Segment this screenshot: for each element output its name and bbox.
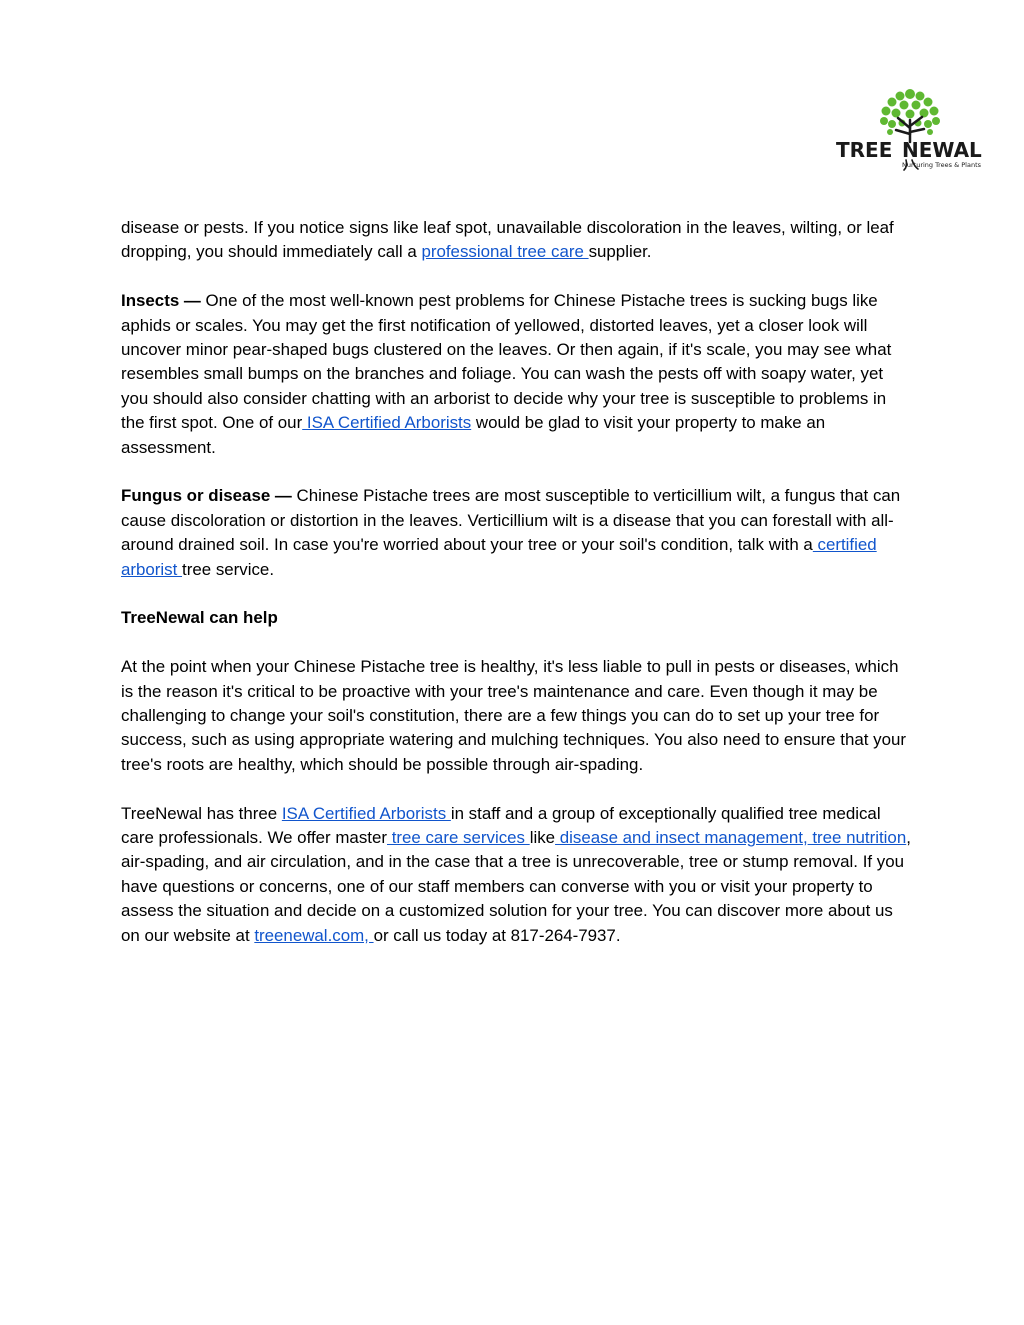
comma-link[interactable]: , bbox=[802, 828, 808, 848]
disease-and-insect-management-link[interactable]: disease and insect management bbox=[555, 828, 803, 848]
paragraph-about-text-3: like bbox=[529, 828, 556, 848]
paragraph-about-text-4: , air-spading, and air circulation, and in the case that a tree is unrecoverable, tree or stump removal. If you have questions or concerns, one of our staff members can converse with you or visit your property to assess the situation and decide on a customized solution for your tree. You can discover more about us on our website at bbox=[121, 828, 911, 945]
certified-arborist-link[interactable]: certified arborist bbox=[121, 535, 877, 579]
tree-care-services-link[interactable]: tree care services bbox=[387, 828, 530, 848]
paragraph-about-text-2: in staff and a group of exceptionally qualified tree medical care professionals. We offer master bbox=[121, 803, 881, 848]
treenewal-can-help-heading: TreeNewal can help bbox=[121, 608, 278, 628]
document-body bbox=[121, 216, 911, 973]
section-heading bbox=[121, 606, 911, 630]
paragraph-fungus-text-1: Chinese Pistache trees are most susceptible to verticillium wilt, a fungus that can cause discoloration or distortion in the leaves. Verticillium wilt is a disease that you can forestall with all-around drained soil. In case you're worried about your tree or your soil's condition, talk with a bbox=[121, 486, 901, 555]
isa-certified-arborists-link-2[interactable]: ISA Certified Arborists bbox=[281, 803, 451, 823]
isa-certified-arborists-link[interactable]: ISA Certified Arborists bbox=[302, 413, 472, 433]
tree-nutrition-link[interactable]: tree nutrition bbox=[807, 828, 907, 848]
paragraph-insects bbox=[121, 289, 911, 460]
logo-brand-newal: NEWAL bbox=[902, 138, 982, 162]
paragraph-intro bbox=[121, 216, 911, 265]
paragraph-about bbox=[121, 802, 911, 948]
paragraph-fungus-text-2: tree service. bbox=[182, 559, 275, 579]
tree-logo-icon bbox=[834, 84, 986, 174]
paragraph-intro-text-1: disease or pests. If you notice signs like leaf spot, unavailable discoloration in the leaves, wilting, or leaf dropping, you should immediately call a bbox=[121, 218, 894, 262]
paragraph-intro-text-2: supplier. bbox=[588, 242, 652, 262]
logo-brand-tree: TREE bbox=[836, 138, 893, 162]
treenewal-logo bbox=[834, 84, 986, 174]
paragraph-about-text-5: or call us today at 817-264-7937. bbox=[373, 925, 621, 945]
paragraph-healthy-tree: At the point when your Chinese Pistache tree is healthy, it's less liable to pull in pests or diseases, which is the reason it's critical to be proactive with your tree's maintenance and care. Even though it may be challenging to change your soil's constitution, there are a few things you can do to set up your tree for success, such as using appropriate watering and mulching techniques. You also need to ensure that your tree's roots are healthy, which should be possible through air-spading. bbox=[121, 657, 906, 774]
professional-tree-care-link[interactable]: professional tree care bbox=[421, 242, 589, 262]
paragraph-fungus bbox=[121, 484, 911, 582]
logo-tagline: Nurturing Trees & Plants bbox=[902, 161, 982, 169]
treenewal-website-link[interactable]: treenewal.com, bbox=[254, 925, 374, 945]
paragraph-insects-text-2: would be glad to visit your property to make an assessment. bbox=[121, 413, 826, 457]
fungus-heading: Fungus or disease — bbox=[121, 486, 292, 506]
paragraph-about-text-1: TreeNewal has three bbox=[121, 803, 282, 823]
insects-heading: Insects — bbox=[121, 291, 201, 311]
paragraph-insects-text-1: One of the most well-known pest problems for Chinese Pistache trees is sucking bugs like aphids or scales. You may get the first notification of yellowed, distorted leaves, yet a closer look will uncover minor pear-shaped bugs clustered on the leaves. Or then again, if it's scale, you may see what resembles small bumps on the branches and foliage. You can wash the pests off with soapy water, yet you should also consider chatting with an arborist to decide why your tree is susceptible to problems in the first spot. One of our bbox=[121, 291, 892, 433]
